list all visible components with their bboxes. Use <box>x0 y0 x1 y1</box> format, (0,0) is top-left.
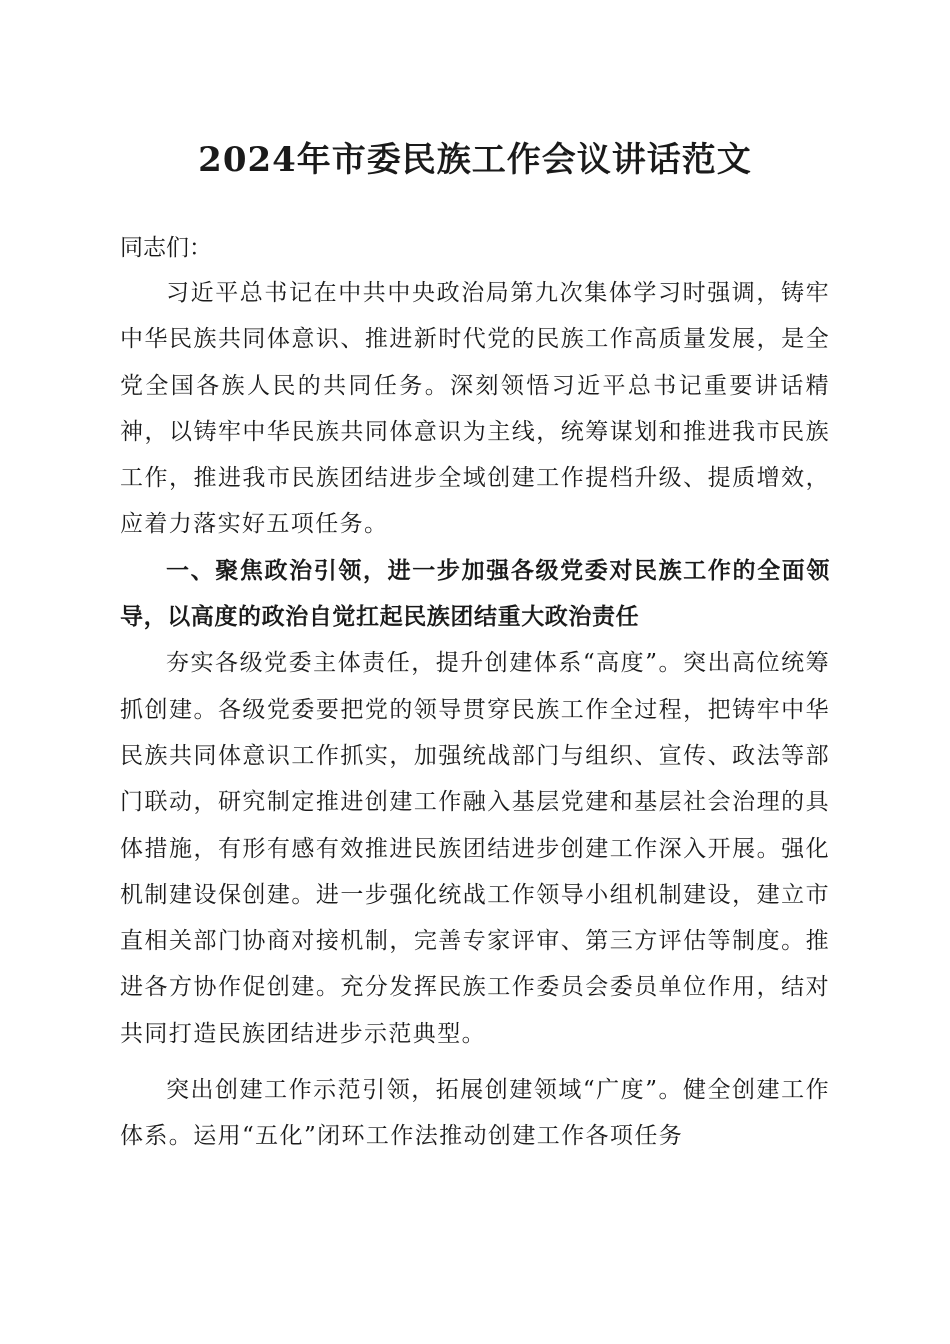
section-heading-1: 一、聚焦政治引领，进一步加强各级党委对民族工作的全面领导，以高度的政治自觉扛起民族团结重大政治责任 <box>120 557 830 631</box>
intro-paragraph: 习近平总书记在中共中央政治局第九次集体学习时强调，铸牢中华民族共同体意识、推进新时代党的民族工作高质量发展，是全党全国各族人民的共同任务。深刻领悟习近平总书记重要讲话精神，以铸牢中华民族共同体意识为主线，统筹谋划和推进我市民族工作，推进我市民族团结进步全域创建工作提档升级、提质增效，应着力落实好五项任务。 <box>120 280 830 538</box>
greeting: 同志们： <box>120 235 212 261</box>
document-body <box>120 228 830 1160</box>
section1-paragraph-2: 突出创建工作示范引领，拓展创建领域“广度”。健全创建工作体系。运用“五化”闭环工作法推动创建工作各项任务 <box>120 1077 830 1150</box>
section1-paragraph-1: 夯实各级党委主体责任，提升创建体系“高度”。突出高位统筹抓创建。各级党委要把党的领导贯穿民族工作全过程，把铸牢中华民族共同体意识工作抓实，加强统战部门与组织、宣传、政法等部门联动，研究制定推进创建工作融入基层党建和基层社会治理的具体措施，有形有感有效推进民族团结进步创建工作深入开展。强化机制建设保创建。进一步强化统战工作领导小组机制建设，建立市直相关部门协商对接机制，完善专家评审、第三方评估等制度。推进各方协作促创建。充分发挥民族工作委员会委员单位作用，结对共同打造民族团结进步示范典型。 <box>120 650 830 1047</box>
document-title: 2024年市委民族工作会议讲话范文 <box>198 140 752 180</box>
